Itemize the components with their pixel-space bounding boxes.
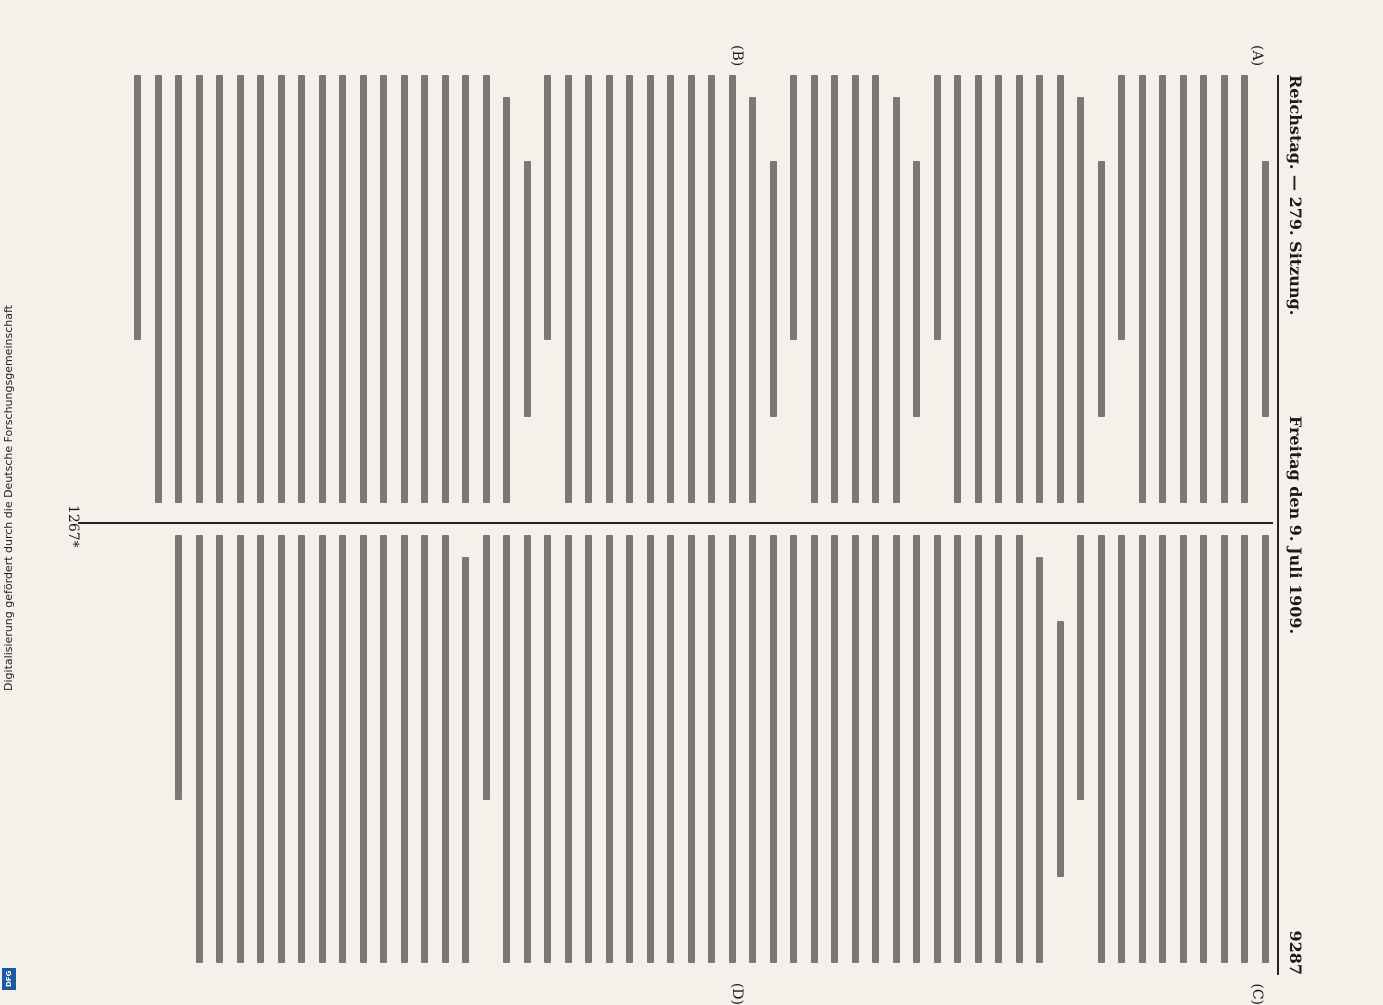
text-line <box>1078 535 1085 800</box>
text-line <box>381 75 388 503</box>
text-line <box>278 75 285 503</box>
text-line <box>401 75 408 503</box>
text-line <box>709 535 716 963</box>
text-line <box>1119 75 1126 340</box>
text-line <box>606 75 613 503</box>
text-line <box>217 75 224 503</box>
margin-letter-d: (D) <box>729 982 745 1005</box>
text-line <box>1221 75 1228 503</box>
text-line <box>176 535 183 800</box>
text-line <box>463 75 470 503</box>
text-line <box>893 97 900 503</box>
column-right <box>89 535 1269 963</box>
text-line <box>360 75 367 503</box>
text-line <box>442 535 449 963</box>
text-line <box>955 535 962 963</box>
text-line <box>1180 535 1187 963</box>
text-line <box>668 75 675 503</box>
text-line <box>586 75 593 503</box>
text-line <box>340 75 347 503</box>
text-line <box>1119 535 1126 963</box>
header-center: Freitag den 9. Juli 1909. <box>1286 415 1305 635</box>
text-line <box>975 535 982 963</box>
text-line <box>1057 75 1064 503</box>
text-line <box>299 75 306 503</box>
text-line <box>914 535 921 963</box>
header-rule <box>1277 75 1279 975</box>
text-line <box>1098 161 1105 418</box>
text-line <box>1139 535 1146 963</box>
text-line <box>483 75 490 503</box>
text-line <box>299 535 306 963</box>
text-line <box>586 535 593 963</box>
text-line <box>832 535 839 963</box>
text-line <box>319 535 326 963</box>
margin-letter-b: (B) <box>729 45 745 67</box>
text-line <box>1078 97 1085 503</box>
text-line <box>278 535 285 963</box>
text-line <box>647 535 654 963</box>
text-line <box>463 557 470 963</box>
text-line <box>360 535 367 963</box>
text-line <box>668 535 675 963</box>
text-line <box>524 535 531 963</box>
text-line <box>688 75 695 503</box>
text-line <box>422 535 429 963</box>
text-line <box>627 535 634 963</box>
text-line <box>606 535 613 963</box>
text-line <box>934 535 941 963</box>
text-line <box>914 161 921 418</box>
text-line <box>873 75 880 503</box>
text-line <box>483 535 490 800</box>
text-line <box>1201 535 1208 963</box>
text-line <box>791 535 798 963</box>
text-line <box>647 75 654 503</box>
text-line <box>565 535 572 963</box>
text-line <box>1160 535 1167 963</box>
text-line <box>873 535 880 963</box>
text-line <box>1037 75 1044 503</box>
text-line <box>196 535 203 963</box>
text-line <box>1139 75 1146 503</box>
text-line <box>1221 535 1228 963</box>
margin-letter-c: (C) <box>1249 983 1265 1005</box>
footer-credit: Digitalisierung gefördert durch die Deutsche Forschungsgemeinschaft <box>2 305 15 691</box>
text-line <box>729 535 736 963</box>
text-line <box>1242 75 1249 503</box>
text-line <box>565 75 572 503</box>
text-line <box>1180 75 1187 503</box>
text-line <box>155 75 162 503</box>
text-line <box>1037 557 1044 963</box>
text-line <box>422 75 429 503</box>
text-line <box>258 535 265 963</box>
text-line <box>934 75 941 340</box>
text-line <box>811 535 818 963</box>
text-line <box>504 535 511 963</box>
header-left: Reichstag. — 279. Sitzung. <box>1286 75 1305 316</box>
column-left <box>89 75 1269 503</box>
text-line <box>524 161 531 418</box>
text-line <box>1016 535 1023 963</box>
text-line <box>258 75 265 503</box>
text-line <box>217 535 224 963</box>
text-line <box>545 75 552 340</box>
text-line <box>340 535 347 963</box>
text-line <box>442 75 449 503</box>
text-line <box>237 535 244 963</box>
text-line <box>729 75 736 503</box>
page-header <box>1279 75 1305 975</box>
text-line <box>1016 75 1023 503</box>
margin-letter-a: (A) <box>1249 45 1265 67</box>
text-line <box>1262 535 1269 963</box>
text-line <box>1057 621 1064 878</box>
text-line <box>750 97 757 503</box>
dfg-logo: DFG <box>2 968 16 990</box>
text-line <box>545 535 552 963</box>
text-line <box>791 75 798 340</box>
rotated-page <box>65 45 1305 1005</box>
text-line <box>996 535 1003 963</box>
text-line <box>955 75 962 503</box>
text-line <box>893 535 900 963</box>
text-line <box>196 75 203 503</box>
text-line <box>750 535 757 963</box>
text-line <box>319 75 326 503</box>
text-line <box>237 75 244 503</box>
text-line <box>832 75 839 503</box>
text-line <box>770 535 777 963</box>
text-line <box>996 75 1003 503</box>
text-line <box>1262 161 1269 418</box>
text-line <box>1201 75 1208 503</box>
text-line <box>504 97 511 503</box>
text-line <box>381 535 388 963</box>
text-line <box>852 75 859 503</box>
column-rule <box>78 522 1273 524</box>
text-line <box>688 535 695 963</box>
header-page-number: 9287 <box>1286 930 1305 975</box>
text-line <box>852 535 859 963</box>
text-line <box>1098 535 1105 963</box>
text-line <box>176 75 183 503</box>
text-line <box>627 75 634 503</box>
text-line <box>401 535 408 963</box>
text-line <box>975 75 982 503</box>
text-line <box>135 75 142 340</box>
page-marker: 1267* <box>65 505 81 548</box>
text-line <box>1160 75 1167 503</box>
text-line <box>770 161 777 418</box>
text-line <box>1242 535 1249 963</box>
text-line <box>811 75 818 503</box>
text-line <box>709 75 716 503</box>
